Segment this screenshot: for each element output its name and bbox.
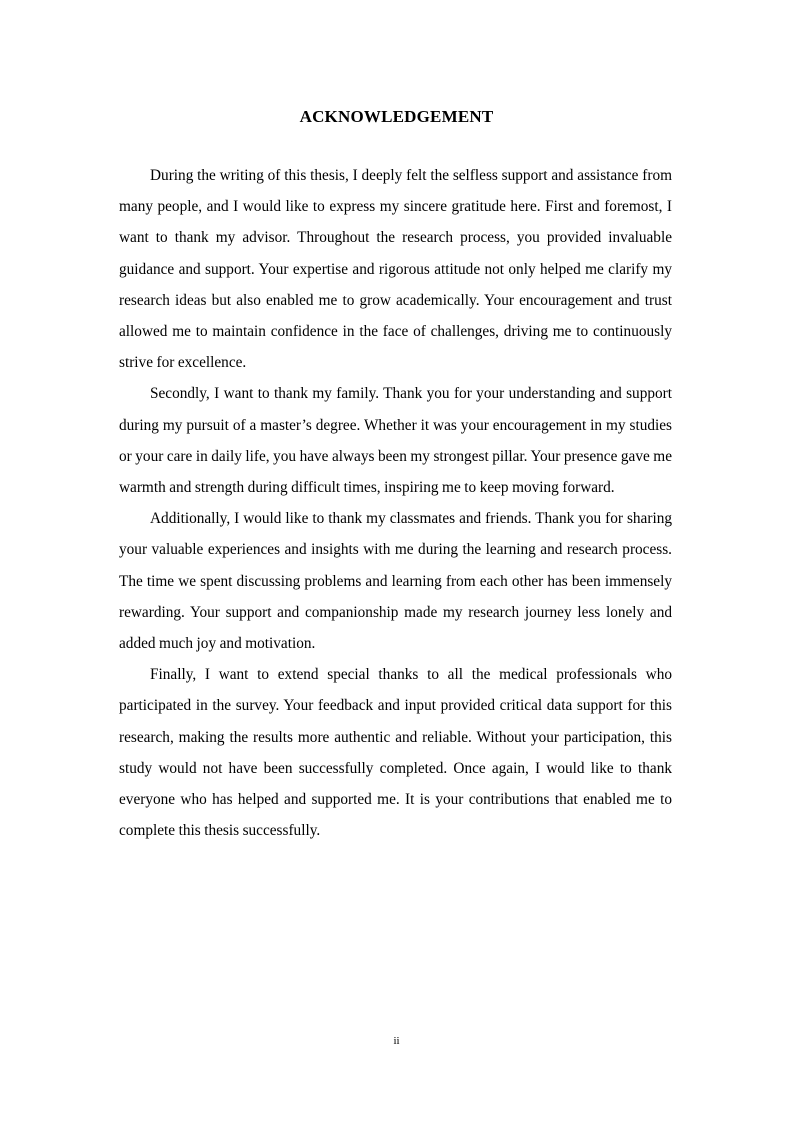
page-title: ACKNOWLEDGEMENT bbox=[299, 107, 494, 126]
page-number: ii bbox=[393, 1035, 400, 1047]
paragraph-medical-professionals: Finally, I want to extend special thanks to all the medical professionals who participated in the survey. Your feedback and input provided critical data support for this research, making the results more authentic and reliable. Without your participation, this study would not have been successfully completed. Once again, I would like to thank everyone who has helped and supported me. It is your contributions that enabled me to complete this thesis successfully. bbox=[119, 666, 672, 840]
paragraph-family: Secondly, I want to thank my family. Thank you for your understanding and support during my pursuit of a master’s degree. Whether it was your encouragement in my studies or your care in daily life, you have always been my strongest pillar. Your presence gave me warmth and strength during difficult times, inspiring me to keep moving forward. bbox=[119, 385, 672, 497]
paragraph-advisor: During the writing of this thesis, I deeply felt the selfless support and assistance from many people, and I would like to express my sincere gratitude here. First and foremost, I want to thank my advisor. Throughout the research process, you provided invaluable guidance and support. Your expertise and rigorous attitude not only helped me clarify my research ideas but also enabled me to grow academically. Your encouragement and trust allowed me to maintain confidence in the face of challenges, driving me to continuously strive for excellence. bbox=[119, 167, 672, 372]
paragraph-classmates: Additionally, I would like to thank my classmates and friends. Thank you for sharing your valuable experiences and insights with me during the learning and research process. The time we spent discussing problems and learning from each other has been immensely rewarding. Your support and companionship made my research journey less lonely and added much joy and motivation. bbox=[119, 510, 672, 653]
acknowledgement-body bbox=[119, 160, 672, 846]
